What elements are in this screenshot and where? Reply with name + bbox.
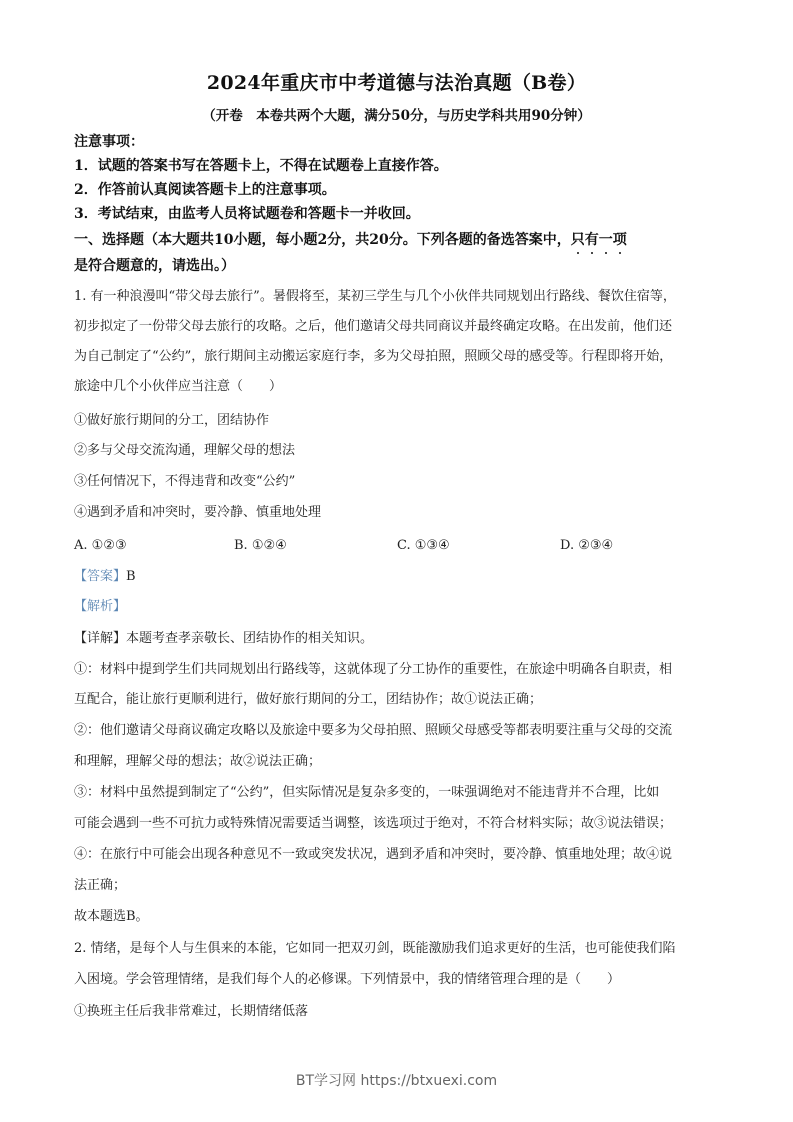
emphasis-char: 项 (612, 232, 627, 248)
analysis-tag: 【解析】 (74, 599, 127, 614)
emphasis-char: 一 (598, 232, 613, 248)
notice-item-2: 2．作答前认真阅读答题卡上的注意事项。 (74, 182, 336, 198)
q1-detail-line: 可能会遇到一些不可抗力或特殊情况需要适当调整，该选项过于绝对，不符合材料实际；故③说法错误； (74, 816, 673, 831)
answer-value: B (126, 569, 136, 584)
notice-item-3: 3．考试结束，由监考人员将试题卷和答题卡一并收回。 (74, 206, 420, 222)
notice-item-1: 1．试题的答案书写在答题卡上，不得在试题卷上直接作答。 (74, 158, 448, 174)
footer-watermark: BT学习网 https://btxuexi.com (295, 1073, 498, 1089)
q2-stem-line: 入困境。学会管理情绪，是我们每个人的必修课。下列情景中，我的情绪管理合理的是（ ） (74, 972, 621, 987)
q1-detail-line: 法正确； (74, 878, 127, 893)
section-heading (74, 230, 724, 250)
q1-stem-line: 初步拟定了一份带父母去旅行的攻略。之后，他们邀请父母共同商议并最终确定攻略。在出发前，他们还 (74, 319, 673, 334)
q1-detail-line: 互配合，能让旅行更顺利进行，做好旅行期间的分工，团结协作；故①说法正确； (74, 692, 543, 707)
q1-detail-line: ④：在旅行中可能会出现各种意见不一致或突发状况，遇到矛盾和冲突时，要冷静、慎重地处理；故④说 (74, 847, 673, 862)
page-title: 2024年重庆市中考道德与法治真题（B卷） (206, 72, 587, 94)
q1-conclusion: 故本题选B。 (74, 909, 149, 924)
emphasis-char: 有 (584, 232, 599, 248)
q1-detail-line: ①：材料中提到学生们共同规划出行路线等，这就体现了分工协作的重要性，在旅途中明确各自职责，相 (74, 662, 673, 677)
q1-answer (74, 567, 724, 587)
notice-heading: 注意事项： (74, 134, 144, 150)
q2-statement-1: ①换班主任后我非常难过，长期情绪低落 (74, 1004, 309, 1019)
answer-tag: 【答案】 (74, 569, 127, 584)
q1-statement-4: ④遇到矛盾和冲突时，要冷静、慎重地处理 (74, 505, 322, 520)
q1-detail-line: ③：材料中虽然提到制定了“公约”，但实际情况是复杂多变的，一味强调绝对不能违背并不合理，比如 (74, 785, 660, 800)
emphasis-char: 只 (570, 232, 585, 248)
q1-detail-line: ②：他们邀请父母商议确定攻略以及旅途中要多为父母拍照、照顾父母感受等都表明要注重与父母的交流 (74, 723, 673, 738)
q1-option-a: A. ①②③ (74, 538, 127, 553)
q1-option-c: C. ①③④ (397, 538, 450, 553)
section-heading-cont: 是符合题意的，请选出。） (74, 258, 235, 274)
q1-detail-line: 【详解】本题考查孝亲敬长、团结协作的相关知识。 (74, 631, 374, 646)
q2-stem-line: 2. 情绪，是每个人与生俱来的本能，它如同一把双刃剑，既能激励我们追求更好的生活，也可能使我们陷 (74, 941, 676, 956)
q1-statement-1: ①做好旅行期间的分工，团结协作 (74, 413, 270, 428)
q1-stem-line: 1. 有一种浪漫叫“带父母去旅行”。暑假将至，某初三学生与几个小伙伴共同规划出行路线、餐饮住宿等， (74, 289, 676, 304)
q1-option-b: B. ①②④ (234, 538, 287, 553)
q1-option-d: D. ②③④ (560, 538, 614, 553)
section-heading-text: 一、选择题（本大题共10小题，每小题2分，共20分。下列各题的备选答案中， (74, 232, 571, 248)
q1-stem-line: 为自己制定了“公约”，旅行期间主动搬运家庭行李，多为父母拍照，照顾父母的感受等。行程即将开始， (74, 349, 673, 364)
q1-statement-3: ③任何情况下，不得违背和改变“公约” (74, 474, 296, 489)
q1-stem-line: 旅途中几个小伙伴应当注意（ ） (74, 379, 283, 394)
q1-detail-line: 和理解，理解父母的想法；故②说法正确； (74, 754, 322, 769)
q1-statement-2: ②多与父母交流沟通，理解父母的想法 (74, 443, 296, 458)
page-subtitle: （开卷 本卷共两个大题，满分50分，与历史学科共用90分钟） (202, 108, 591, 124)
